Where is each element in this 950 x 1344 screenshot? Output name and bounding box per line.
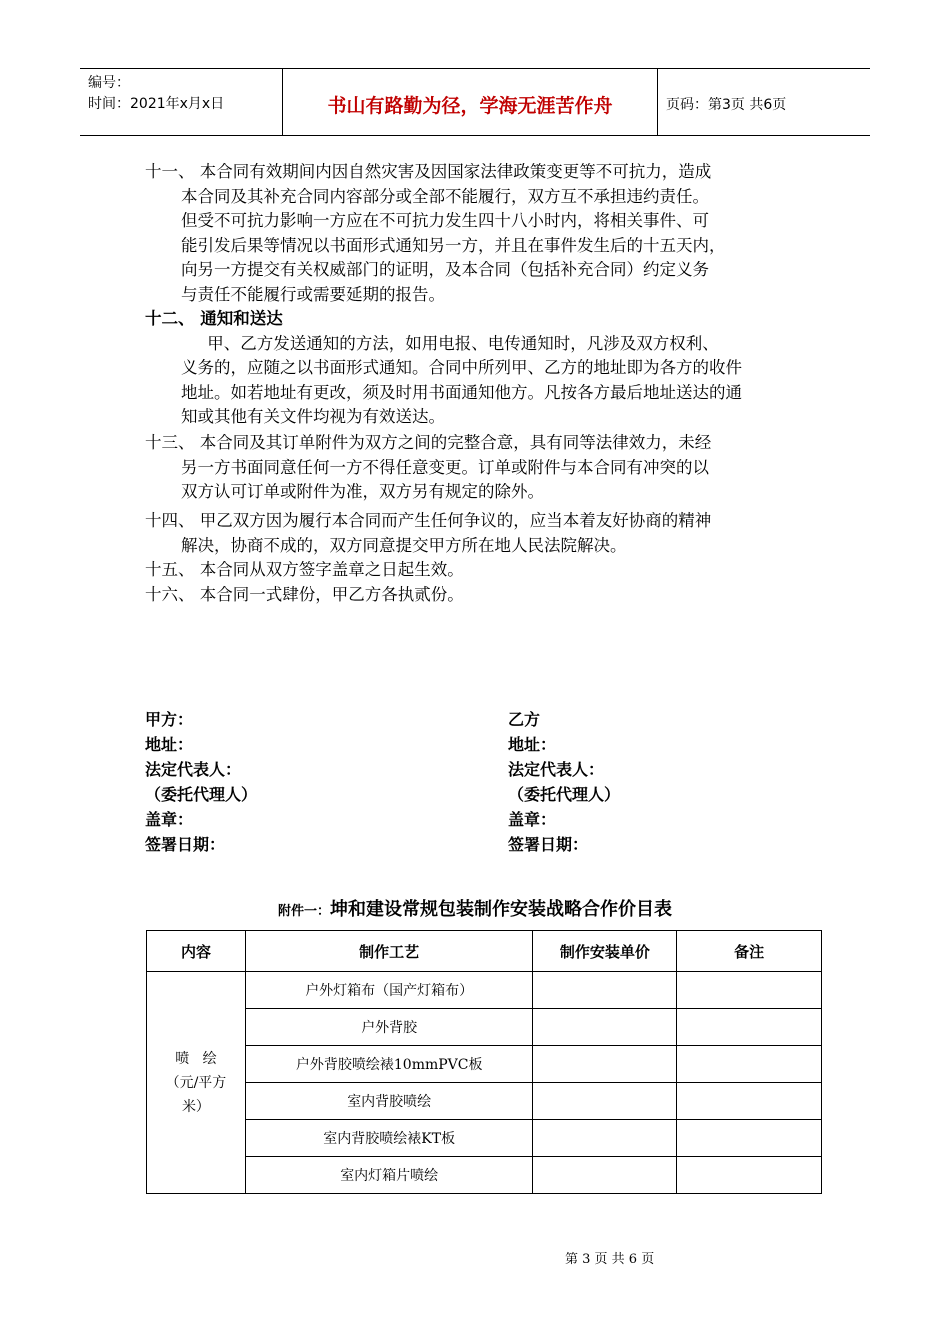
clause-line: 十五、 本合同从双方签字盖章之日起生效。 <box>145 560 464 579</box>
column-header: 制作安装单价 <box>533 931 677 972</box>
clause-line: 解决，协商不成的，双方同意提交甲方所在地人民法院解决。 <box>181 535 627 555</box>
clause-line: 向另一方提交有关权威部门的证明，及本合同（包括补充合同）约定义务 <box>181 260 709 279</box>
page-footer: 第 3 页 共 6 页 <box>565 1252 655 1267</box>
clause-11 <box>145 160 820 307</box>
header-meta <box>88 73 224 115</box>
clause-line: 能引发后果等情况以书面形式通知另一方，并且在事件发生后的十五天内， <box>181 235 726 255</box>
signature-party-a <box>145 707 257 857</box>
clause-line: 地址。如若地址有更改，须及时用书面通知他方。凡按各方最后地址送达的通 <box>181 382 742 402</box>
party-b-seal: 盖章： <box>508 810 557 829</box>
table-row <box>147 1157 822 1194</box>
price-cell[interactable] <box>533 1046 677 1083</box>
process-cell: 户外背胶 <box>245 1009 533 1046</box>
header-motto: 书山有路勤为径，学海无涯苦作舟 <box>327 95 613 117</box>
column-header: 备注 <box>677 931 822 972</box>
price-cell[interactable] <box>533 1157 677 1194</box>
party-a-name: 甲方： <box>145 710 194 729</box>
party-b-date: 签署日期： <box>508 835 589 854</box>
clause-line: 义务的，应随之以书面形式通知。合同中所列甲、乙方的地址即为各方的收件 <box>181 358 742 377</box>
table-row <box>147 1083 822 1120</box>
clause-15 <box>145 558 820 583</box>
header-page-info: 页码：第3页 共6页 <box>666 97 787 113</box>
clause-line: 本合同及其补充合同内容部分或全部不能履行，双方互不承担违约责任。 <box>181 186 709 206</box>
note-cell[interactable] <box>677 1083 822 1120</box>
process-cell: 户外灯箱布（国产灯箱布） <box>245 972 533 1009</box>
price-cell[interactable] <box>533 1009 677 1046</box>
column-header: 制作工艺 <box>245 931 533 972</box>
clause-line: 十六、 本合同一式肆份，甲乙方各执贰份。 <box>145 585 464 604</box>
party-a-legal-rep: 法定代表人： <box>145 760 242 779</box>
table-header-row <box>147 931 822 972</box>
process-cell: 室内背胶喷绘裱KT板 <box>245 1120 533 1157</box>
clause-heading: 十二、 通知和送达 <box>145 309 283 328</box>
price-cell[interactable] <box>533 1120 677 1157</box>
note-cell[interactable] <box>677 1157 822 1194</box>
clause-line: 另一方书面同意任何一方不得任意变更。订单或附件与本合同有冲突的以 <box>181 457 709 477</box>
process-cell: 室内灯箱片喷绘 <box>245 1157 533 1194</box>
party-a-agent: （委托代理人） <box>145 785 258 804</box>
price-cell[interactable] <box>533 972 677 1009</box>
table-row <box>147 1009 822 1046</box>
party-a-seal: 盖章： <box>145 810 194 829</box>
clause-line: 双方认可订单或附件为准，双方另有规定的除外。 <box>181 482 544 501</box>
note-cell[interactable] <box>677 1046 822 1083</box>
table-row <box>147 1120 822 1157</box>
clause-14 <box>145 509 820 558</box>
table-row <box>147 972 822 1009</box>
process-cell: 户外背胶喷绘裱10mmPVC板 <box>245 1046 533 1083</box>
signature-party-b <box>508 707 620 857</box>
category-line: 喷 绘 <box>175 1050 217 1067</box>
party-b-legal-rep: 法定代表人： <box>508 760 605 779</box>
column-header: 内容 <box>147 931 246 972</box>
attachment-prefix: 附件一： <box>277 904 330 919</box>
category-line: （元/平方 <box>165 1074 227 1091</box>
party-b-name: 乙方 <box>508 710 541 729</box>
party-a-date: 签署日期： <box>145 835 226 854</box>
header-divider <box>657 69 658 135</box>
clause-line: 十四、 甲乙双方因为履行本合同而产生任何争议的，应当本着友好协商的精神 <box>145 511 712 530</box>
category-cell <box>147 972 246 1194</box>
note-cell[interactable] <box>677 1120 822 1157</box>
attachment-title <box>0 895 950 921</box>
note-cell[interactable] <box>677 972 822 1009</box>
party-a-address: 地址： <box>145 735 194 754</box>
price-cell[interactable] <box>533 1083 677 1120</box>
clause-12 <box>145 307 820 430</box>
page-header <box>80 68 870 136</box>
party-b-address: 地址： <box>508 735 557 754</box>
party-b-agent: （委托代理人） <box>508 785 621 804</box>
clause-16 <box>145 583 820 608</box>
clause-line: 十三、 本合同及其订单附件为双方之间的完整合意，具有同等法律效力，未经 <box>145 433 712 452</box>
clause-line: 与责任不能履行或需要延期的报告。 <box>181 284 445 304</box>
clause-line: 甲、乙方发送通知的方法，如用电报、电传通知时，凡涉及双方权利、 <box>181 333 719 353</box>
table-row <box>147 1046 822 1083</box>
clause-13 <box>145 431 820 505</box>
header-number: 编号： <box>88 75 130 91</box>
process-cell: 室内背胶喷绘 <box>245 1083 533 1120</box>
header-time: 时间：2021年x月x日 <box>88 96 225 112</box>
attachment-title-text: 坤和建设常规包装制作安装战略合作价目表 <box>330 899 672 920</box>
clause-line: 但受不可抗力影响一方应在不可抗力发生四十八小时内，将相关事件、可 <box>181 211 709 230</box>
clause-line: 知或其他有关文件均视为有效送达。 <box>181 407 445 426</box>
note-cell[interactable] <box>677 1009 822 1046</box>
clause-line: 十一、 本合同有效期间内因自然灾害及因国家法律政策变更等不可抗力，造成 <box>145 162 712 181</box>
category-line: 米） <box>181 1098 210 1115</box>
price-table <box>146 930 822 1194</box>
